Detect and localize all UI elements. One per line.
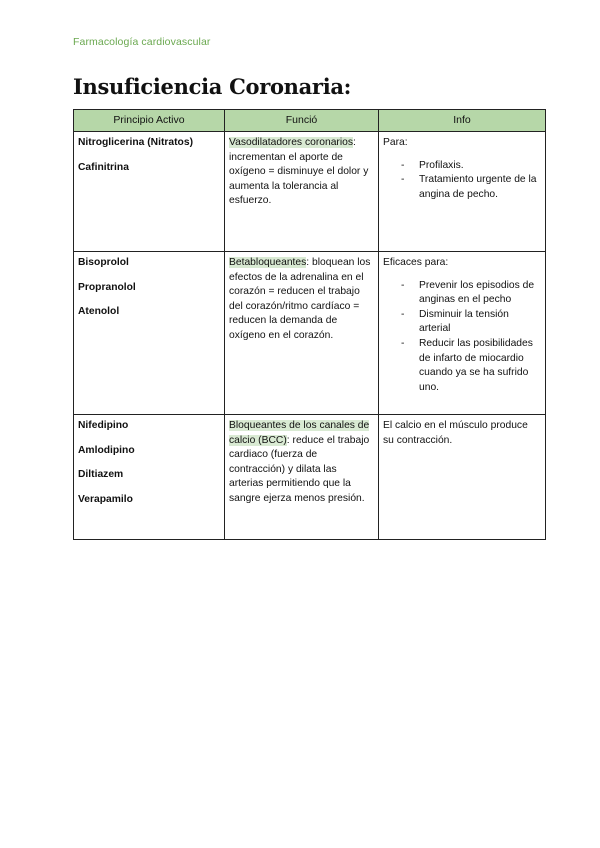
function-cell [225,132,379,252]
function-description: : bloquean los efectos de la adrenalina en el corazón = reducen el trabajo del corazón/ritmo cardíaco = reducen la demanda de oxígeno en el corazón. [229,257,371,341]
function-cell [225,252,379,415]
drug-name: Diltiazem [78,469,124,481]
info-cell [379,252,546,415]
drug-class-highlight: Betabloqueantes [229,257,307,268]
table-row [74,415,546,540]
drug-name: Verapamilo [78,493,133,505]
info-list-item: - Tratamiento urgente de la angina de pecho. [399,173,539,202]
info-cell [379,132,546,252]
table-row [74,252,546,415]
info-list-item: - Reducir las posibilidades de infarto de miocardio cuando ya se ha sufrido uno. [399,337,539,395]
drug-cell [74,415,225,540]
table-header-row [74,110,546,132]
info-list-item: - Profilaxis. [399,159,539,174]
drug-name: Nifedipino [78,420,129,431]
drug-name: Cafinitrina [78,161,129,173]
info-intro: El calcio en el músculo produce su contracción. [383,420,528,446]
function-description: : incrementan el aporte de oxígeno = disminuye el dolor y aumenta la tolerancia al esfuerzo. [229,137,369,207]
document-header: Farmacología cardiovascular [73,36,211,48]
info-cell [379,415,546,540]
table-row [74,132,546,252]
drug-name: Bisoprolol [78,257,129,268]
drug-class-highlight: Bloqueantes de los canales de calcio (BCC) [229,420,370,446]
info-intro: Eficaces para: [383,257,449,268]
info-list [383,279,539,396]
info-list [383,159,539,203]
column-header-funcio: Funció [225,110,379,132]
drug-name: Atenolol [78,306,120,318]
info-intro: Para: [383,137,408,148]
page-title: Insuficiencia Coronaria: [73,74,352,99]
column-header-principio-activo: Principio Activo [74,110,225,132]
drug-name: Propranolol [78,281,136,293]
drug-name: Amlodipino [78,444,135,456]
drug-class-highlight: Vasodilatadores coronarios [229,137,354,148]
column-header-info: Info [379,110,546,132]
drug-table [73,109,546,540]
function-description: : reduce el trabajo cardiaco (fuerza de contracción) y dilata las arterias permitiendo que la sangre ejerza menos presión. [229,434,370,504]
info-list-item: - Disminuir la tensión arterial [399,308,539,337]
function-cell [225,415,379,540]
info-list-item: - Prevenir los episodios de anginas en el pecho [399,279,539,308]
drug-cell [74,132,225,252]
drug-cell [74,252,225,415]
drug-name: Nitroglicerina (Nitratos) [78,137,193,148]
